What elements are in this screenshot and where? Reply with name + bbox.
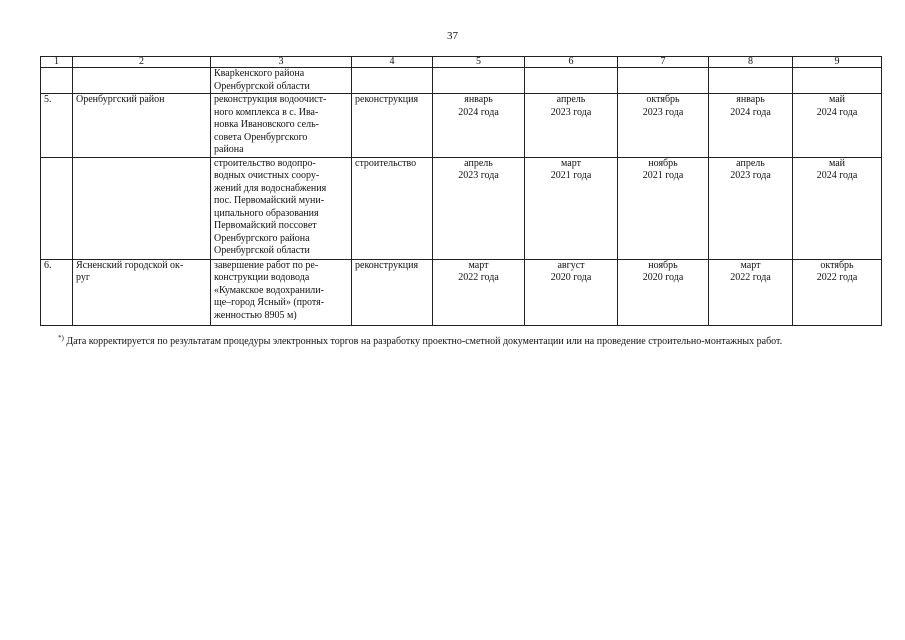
table-row [41, 94, 882, 158]
date-cell: март 2022 года [433, 259, 525, 325]
district-name: Ясненский городской ок- руг [73, 259, 211, 325]
date-cell [433, 68, 525, 94]
column-header: 7 [618, 57, 709, 68]
footnote [58, 334, 782, 347]
date-cell: март 2022 года [709, 259, 793, 325]
table-row [41, 259, 882, 325]
date-cell: ноябрь 2020 года [618, 259, 709, 325]
object-description: реконструкция водоочист- ного комплекса в с. Ива- новка Ивановского сель- совета Оренбургского района [211, 94, 352, 158]
column-header: 2 [73, 57, 211, 68]
table-row [41, 157, 882, 259]
date-cell: ноябрь 2021 года [618, 157, 709, 259]
object-description: строительство водопро- водных очистных соору- жений для водоснабжения пос. Первомайский муни- ципального образования Первомайский поссовет Оренбургского района Оренбургской области [211, 157, 352, 259]
date-cell: май 2024 года [793, 157, 882, 259]
schedule-table [40, 56, 882, 326]
footnote-text: Дата корректируется по результатам процедуры электронных торгов на разработку проектно-сметной документации или на проведение строительно-монтажных работ. [66, 336, 783, 347]
column-header: 9 [793, 57, 882, 68]
date-cell [618, 68, 709, 94]
date-cell [525, 68, 618, 94]
table-row [41, 68, 882, 94]
work-type: реконструкция [352, 94, 433, 158]
work-type: реконструкция [352, 259, 433, 325]
district-name: Оренбургский район [73, 94, 211, 158]
date-cell: апрель 2023 года [525, 94, 618, 158]
column-header: 3 [211, 57, 352, 68]
date-cell: август 2020 года [525, 259, 618, 325]
object-description: завершение работ по ре- конструкции водовода «Кумакское водохранили- ще–город Ясный» (протя- женностью 8905 м) [211, 259, 352, 325]
work-type [352, 68, 433, 94]
work-type: строительство [352, 157, 433, 259]
date-cell: октябрь 2023 года [618, 94, 709, 158]
date-cell: октябрь 2022 года [793, 259, 882, 325]
district-name [73, 68, 211, 94]
date-cell [793, 68, 882, 94]
row-number: 5. [41, 94, 73, 158]
row-number: 6. [41, 259, 73, 325]
column-header: 8 [709, 57, 793, 68]
header-row [41, 57, 882, 68]
column-header: 6 [525, 57, 618, 68]
date-cell: май 2024 года [793, 94, 882, 158]
column-header: 1 [41, 57, 73, 68]
column-header: 5 [433, 57, 525, 68]
date-cell: март 2021 года [525, 157, 618, 259]
object-description: Кварkенского района Оренбургской области [211, 68, 352, 94]
date-cell: январь 2024 года [709, 94, 793, 158]
date-cell: апрель 2023 года [709, 157, 793, 259]
date-cell: январь 2024 года [433, 94, 525, 158]
date-cell [709, 68, 793, 94]
row-number [41, 157, 73, 259]
column-header: 4 [352, 57, 433, 68]
row-number [41, 68, 73, 94]
footnote-marker: *) [58, 334, 64, 342]
district-name [73, 157, 211, 259]
page-number: 37 [447, 30, 458, 42]
date-cell: апрель 2023 года [433, 157, 525, 259]
